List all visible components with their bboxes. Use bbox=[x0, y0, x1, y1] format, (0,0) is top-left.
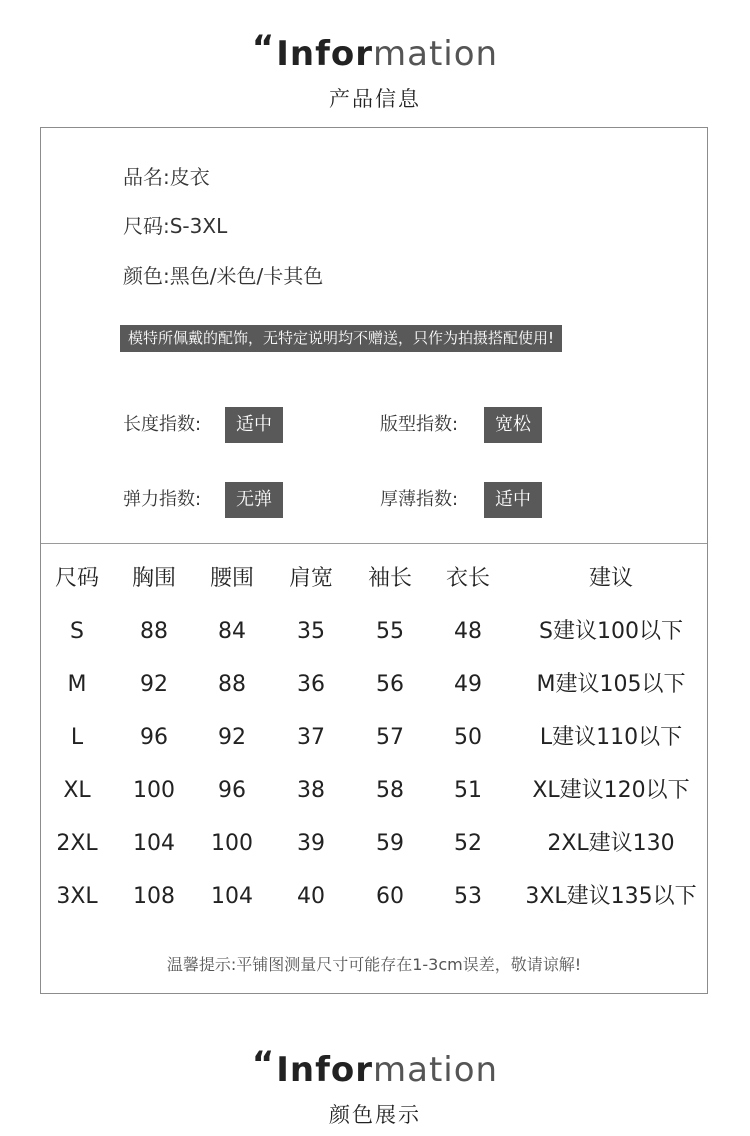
cell-sleeve: 57 bbox=[376, 725, 404, 750]
elasticity-index-label: 弹力指数: bbox=[123, 489, 202, 510]
header-sleeve: 袖长 bbox=[367, 566, 412, 591]
cell-waist: 96 bbox=[218, 778, 246, 803]
cell-length: 50 bbox=[454, 725, 482, 750]
cell-length: 49 bbox=[454, 672, 482, 697]
product-size-range: 尺码:S-3XL bbox=[123, 214, 228, 238]
thickness-index-value: 适中 bbox=[484, 482, 542, 518]
cell-length: 51 bbox=[454, 778, 482, 803]
cell-shoulder: 35 bbox=[297, 619, 325, 644]
cell-sleeve: 55 bbox=[376, 619, 404, 644]
header-shoulder: 肩宽 bbox=[288, 566, 333, 591]
cell-advice: M建议105以下 bbox=[536, 672, 686, 697]
cell-length: 52 bbox=[454, 831, 482, 856]
cell-sleeve: 56 bbox=[376, 672, 404, 697]
cell-size: 2XL bbox=[56, 831, 98, 856]
cell-advice: 2XL建议130 bbox=[547, 831, 675, 856]
cell-waist: 88 bbox=[218, 672, 246, 697]
table-row bbox=[41, 764, 707, 817]
header-advice: 建议 bbox=[588, 566, 633, 591]
table-row bbox=[41, 817, 707, 870]
cell-shoulder: 37 bbox=[297, 725, 325, 750]
product-name: 品名:皮衣 bbox=[123, 165, 210, 189]
cell-shoulder: 36 bbox=[297, 672, 325, 697]
heading-english bbox=[0, 28, 750, 74]
cell-chest: 96 bbox=[140, 725, 168, 750]
thickness-index-label: 厚薄指数: bbox=[380, 489, 459, 510]
cell-length: 53 bbox=[454, 884, 482, 909]
cell-sleeve: 60 bbox=[376, 884, 404, 909]
cell-chest: 100 bbox=[133, 778, 175, 803]
quote-mark: “ bbox=[251, 1044, 276, 1084]
cell-size: S bbox=[70, 619, 84, 644]
cell-chest: 108 bbox=[133, 884, 175, 909]
length-index-value: 适中 bbox=[225, 407, 283, 443]
table-header-row bbox=[41, 552, 707, 605]
heading-bold-part: Infor bbox=[276, 34, 374, 74]
size-table bbox=[41, 552, 707, 923]
header-size: 尺码 bbox=[54, 566, 99, 591]
cell-advice: XL建议120以下 bbox=[532, 778, 690, 803]
cell-size: L bbox=[70, 725, 84, 750]
product-info-box bbox=[40, 127, 708, 994]
cell-advice: L建议110以下 bbox=[539, 725, 683, 750]
cell-size: XL bbox=[63, 778, 91, 803]
product-info-heading bbox=[0, 28, 750, 112]
header-length: 衣长 bbox=[445, 566, 490, 591]
cell-advice: 3XL建议135以下 bbox=[525, 884, 697, 909]
cell-shoulder: 40 bbox=[297, 884, 325, 909]
cell-waist: 84 bbox=[218, 619, 246, 644]
elasticity-index-value: 无弹 bbox=[225, 482, 283, 518]
heading-chinese: 产品信息 bbox=[329, 87, 421, 111]
cell-sleeve: 59 bbox=[376, 831, 404, 856]
cell-size: 3XL bbox=[56, 884, 98, 909]
cell-waist: 92 bbox=[218, 725, 246, 750]
table-row bbox=[41, 605, 707, 658]
section-divider bbox=[41, 543, 707, 544]
fit-index-value: 宽松 bbox=[484, 407, 542, 443]
heading-bold-part: Infor bbox=[276, 1050, 374, 1090]
cell-size: M bbox=[67, 672, 87, 697]
cell-shoulder: 38 bbox=[297, 778, 325, 803]
cell-chest: 104 bbox=[133, 831, 175, 856]
cell-advice: S建议100以下 bbox=[539, 619, 683, 644]
heading-chinese: 颜色展示 bbox=[329, 1103, 421, 1127]
heading-english bbox=[0, 1044, 750, 1090]
accessory-notice-banner: 模特所佩戴的配饰，无特定说明均不赠送，只作为拍摄搭配使用! bbox=[120, 325, 562, 352]
cell-chest: 88 bbox=[140, 619, 168, 644]
table-row bbox=[41, 870, 707, 923]
table-row bbox=[41, 658, 707, 711]
cell-waist: 100 bbox=[211, 831, 253, 856]
color-display-heading bbox=[0, 1044, 750, 1128]
cell-chest: 92 bbox=[140, 672, 168, 697]
heading-light-part: mation bbox=[373, 1050, 499, 1090]
cell-waist: 104 bbox=[211, 884, 253, 909]
quote-mark: “ bbox=[251, 28, 276, 68]
header-chest: 胸围 bbox=[131, 566, 176, 591]
product-colors: 颜色:黑色/米色/卡其色 bbox=[123, 264, 324, 288]
cell-sleeve: 58 bbox=[376, 778, 404, 803]
table-row bbox=[41, 711, 707, 764]
fit-index-label: 版型指数: bbox=[380, 414, 459, 435]
cell-length: 48 bbox=[454, 619, 482, 644]
cell-shoulder: 39 bbox=[297, 831, 325, 856]
length-index-label: 长度指数: bbox=[123, 414, 202, 435]
heading-light-part: mation bbox=[373, 34, 499, 74]
header-waist: 腰围 bbox=[209, 566, 254, 591]
measurement-tip: 温馨提示:平铺图测量尺寸可能存在1-3cm误差，敬请谅解! bbox=[166, 955, 582, 974]
